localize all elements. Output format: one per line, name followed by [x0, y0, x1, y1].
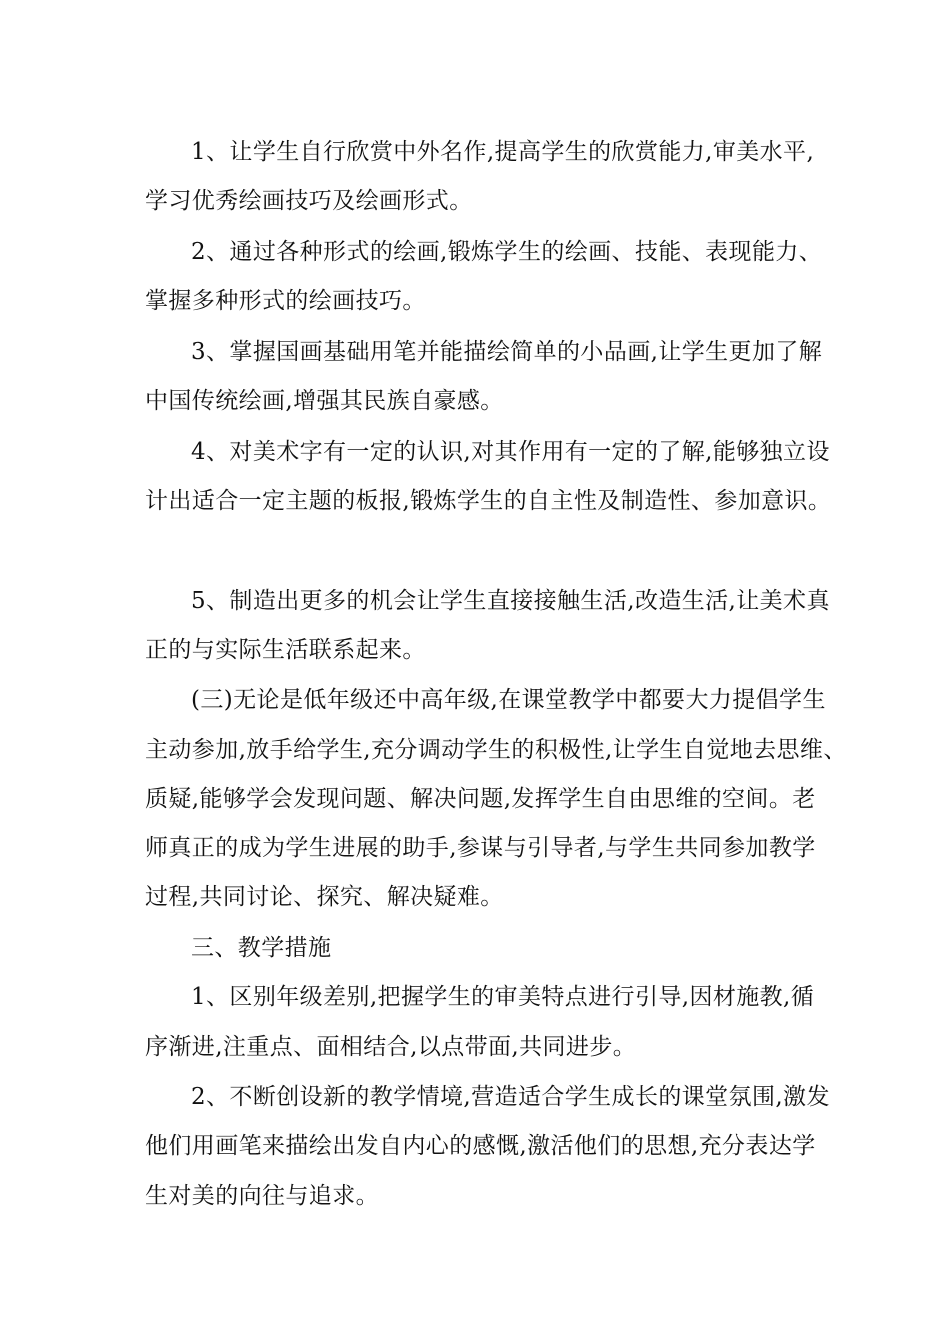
paragraph-8-line-2: 序渐进,注重点、面相结合,以点带面,共同进步。	[145, 1034, 637, 1060]
paragraph-5-line-1: 5、制造出更多的机会让学生直接接触生活,改造生活,让美术真	[191, 588, 830, 614]
paragraph-4-line-2: 计出适合一定主题的板报,锻炼学生的自主性及制造性、参加意识。	[145, 488, 832, 514]
paragraph-6-line-4: 师真正的成为学生进展的助手,参谋与引导者,与学生共同参加教学	[145, 835, 816, 861]
paragraph-1-line-2: 学习优秀绘画技巧及绘画形式。	[145, 188, 473, 214]
paragraph-3-line-2: 中国传统绘画,增强其民族自豪感。	[145, 388, 504, 414]
paragraph-4-line-1: 4、对美术字有一定的认识,对其作用有一定的了解,能够独立设	[191, 439, 830, 465]
paragraph-2-line-1: 2、通过各种形式的绘画,锻炼学生的绘画、技能、表现能力、	[191, 239, 823, 265]
paragraph-3-line-1: 3、掌握国画基础用笔并能描绘简单的小品画,让学生更加了解	[191, 339, 823, 365]
paragraph-6-line-5: 过程,共同讨论、探究、解决疑难。	[145, 884, 504, 910]
paragraph-9-line-2: 他们用画笔来描绘出发自内心的感慨,激活他们的思想,充分表达学	[145, 1133, 816, 1159]
paragraph-9-line-1: 2、不断创设新的教学情境,营造适合学生成长的课堂氛围,激发	[191, 1084, 830, 1110]
section-heading: 三、教学措施	[191, 935, 332, 961]
paragraph-6-line-3: 质疑,能够学会发现问题、解决问题,发挥学生自由思维的空间。老	[145, 786, 816, 812]
paragraph-8-line-1: 1、区别年级差别,把握学生的审美特点进行引导,因材施教,循	[191, 984, 815, 1010]
paragraph-2-line-2: 掌握多种形式的绘画技巧。	[145, 288, 426, 314]
paragraph-6-line-2: 主动参加,放手给学生,充分调动学生的积极性,让学生自觉地去思维、	[145, 737, 847, 763]
paragraph-1-line-1: 1、让学生自行欣赏中外名作,提高学生的欣赏能力,审美水平,	[191, 139, 815, 165]
paragraph-6-line-1: (三)无论是低年级还中高年级,在课堂教学中都要大力提倡学生	[191, 687, 826, 713]
paragraph-5-line-2: 正的与实际生活联系起来。	[145, 637, 426, 663]
paragraph-9-line-3: 生对美的向往与追求。	[145, 1183, 379, 1209]
